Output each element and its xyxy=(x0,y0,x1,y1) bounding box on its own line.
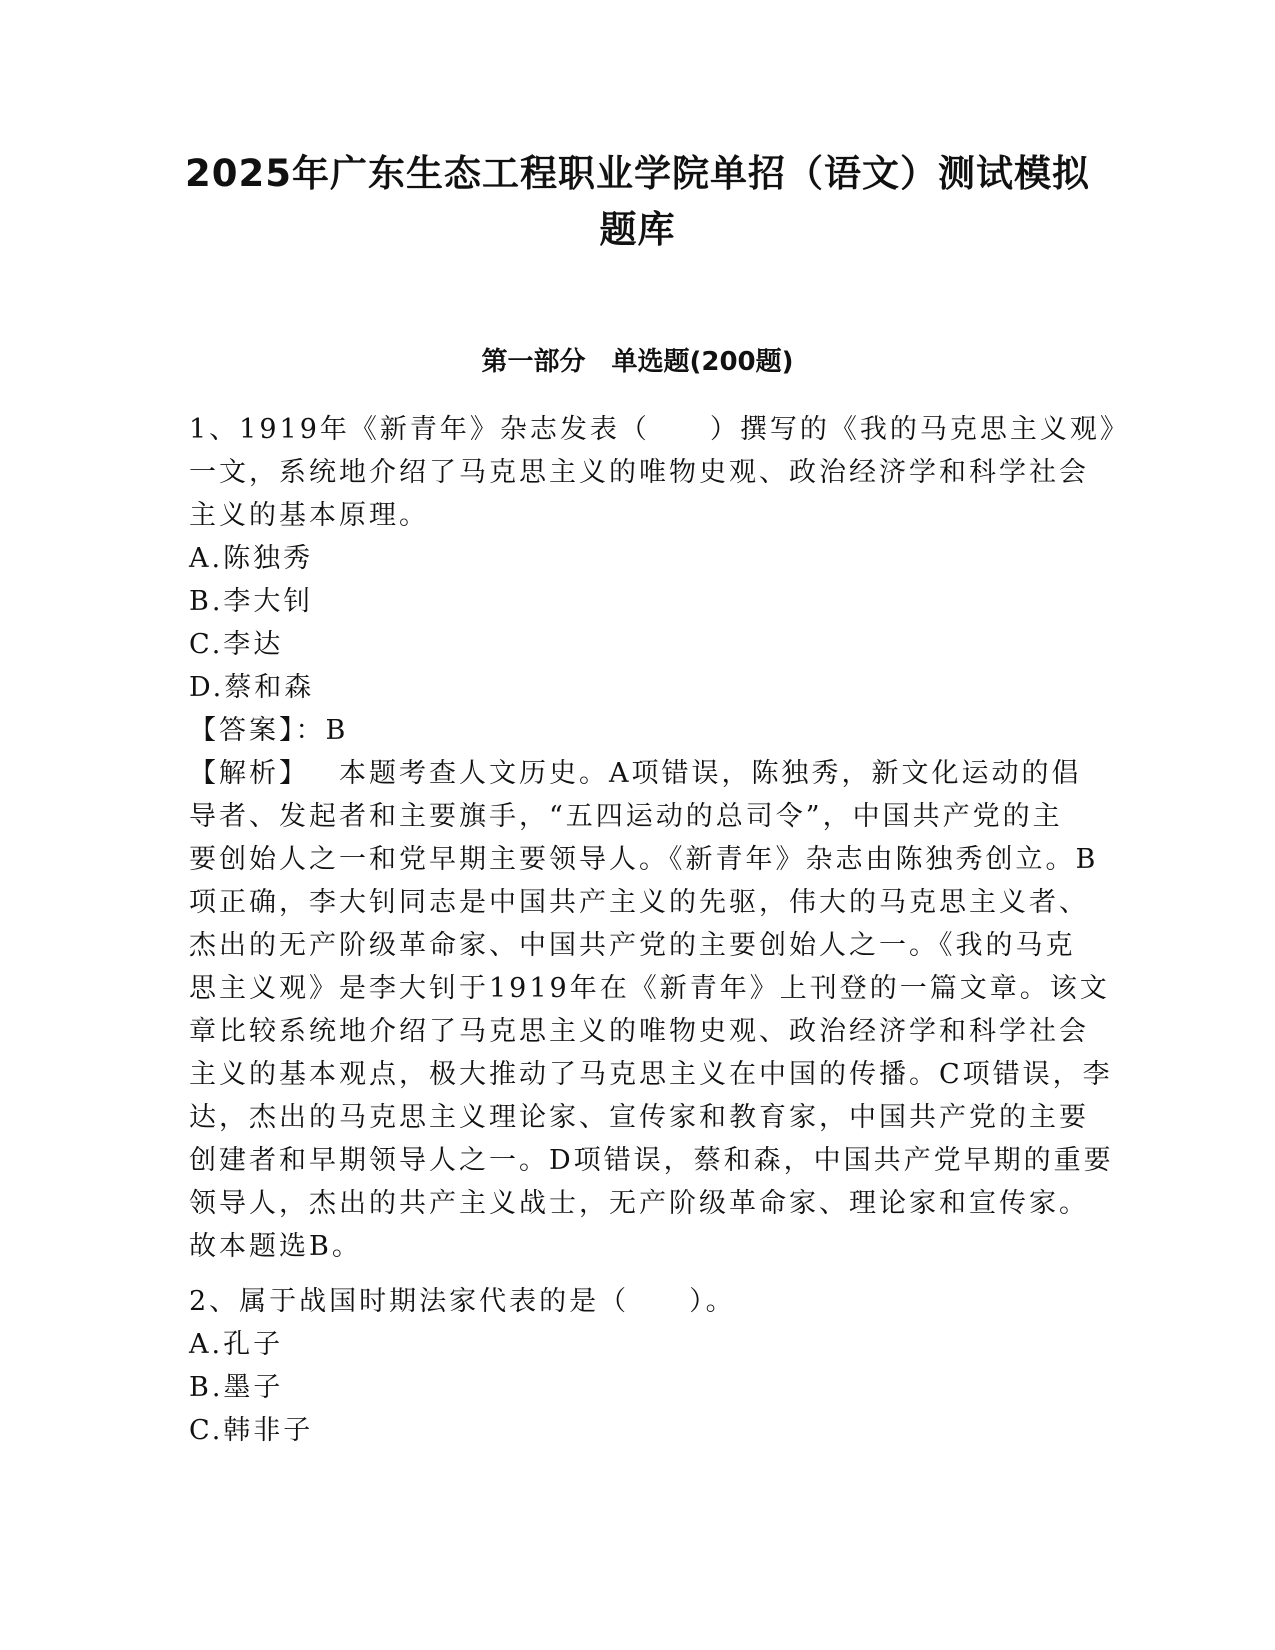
answer-label: 【答案】： xyxy=(189,715,326,746)
question-stem-line: 1、1919年《新青年》杂志发表（ ）撰写的《我的马克思主义观》 xyxy=(189,414,1130,445)
analysis-line: 杰出的无产阶级革命家、中国共产党的主要创始人之一。《我的马克 xyxy=(189,930,1076,961)
question-2 xyxy=(189,1280,1089,1452)
document-title xyxy=(150,146,1125,258)
analysis-text: 本题考查人文历史。A项错误，陈独秀，新文化运动的倡 xyxy=(339,758,1082,789)
question-stem-line: 一文，系统地介绍了马克思主义的唯物史观、政治经济学和科学社会 xyxy=(189,457,1089,488)
answer-value: B xyxy=(325,715,349,746)
analysis-line: 章比较系统地介绍了马克思主义的唯物史观、政治经济学和科学社会 xyxy=(189,1016,1089,1047)
question-stem-line: 2、属于战国时期法家代表的是（ ）。 xyxy=(189,1286,736,1317)
analysis-line xyxy=(189,752,1089,795)
title-line: 2025年广东生态工程职业学院单招（语文）测试模拟 xyxy=(185,152,1090,195)
option-a: A.陈独秀 xyxy=(189,543,314,574)
analysis-line: 主义的基本观点，极大推动了马克思主义在中国的传播。C项错误，李 xyxy=(189,1059,1113,1090)
option-b: B.墨子 xyxy=(189,1372,284,1403)
analysis-line: 项正确，李大钊同志是中国共产主义的先驱，伟大的马克思主义者、 xyxy=(189,887,1089,918)
analysis-line: 要创始人之一和党早期主要领导人。《新青年》杂志由陈独秀创立。B xyxy=(189,844,1099,875)
analysis-line: 创建者和早期领导人之一。D项错误，蔡和森，中国共产党早期的重要 xyxy=(189,1145,1114,1176)
option-c: C.韩非子 xyxy=(189,1415,314,1446)
analysis-line: 故本题选B。 xyxy=(189,1231,362,1262)
question-stem-line: 主义的基本原理。 xyxy=(189,500,429,531)
analysis-line: 思主义观》是李大钊于1919年在《新青年》上刊登的一篇文章。该文 xyxy=(189,973,1110,1004)
analysis-line: 导者、发起者和主要旗手，“五四运动的总司令”，中国共产党的主 xyxy=(189,801,1063,832)
title-line: 题库 xyxy=(599,208,676,251)
section-heading: 第一部分 单选题(200题) xyxy=(481,347,794,377)
document-body xyxy=(189,408,1130,1452)
analysis-line: 达，杰出的马克思主义理论家、宣传家和教育家，中国共产党的主要 xyxy=(189,1102,1089,1133)
option-c: C.李达 xyxy=(189,629,284,660)
option-a: A.孔子 xyxy=(189,1329,284,1360)
option-b: B.李大钊 xyxy=(189,586,314,617)
analysis-line: 领导人，杰出的共产主义战士，无产阶级革命家、理论家和宣传家。 xyxy=(189,1188,1089,1219)
option-d: D.蔡和森 xyxy=(189,672,315,703)
question-1 xyxy=(189,408,1130,1268)
answer-line xyxy=(189,709,1089,752)
analysis-label: 【解析】 xyxy=(189,758,309,789)
